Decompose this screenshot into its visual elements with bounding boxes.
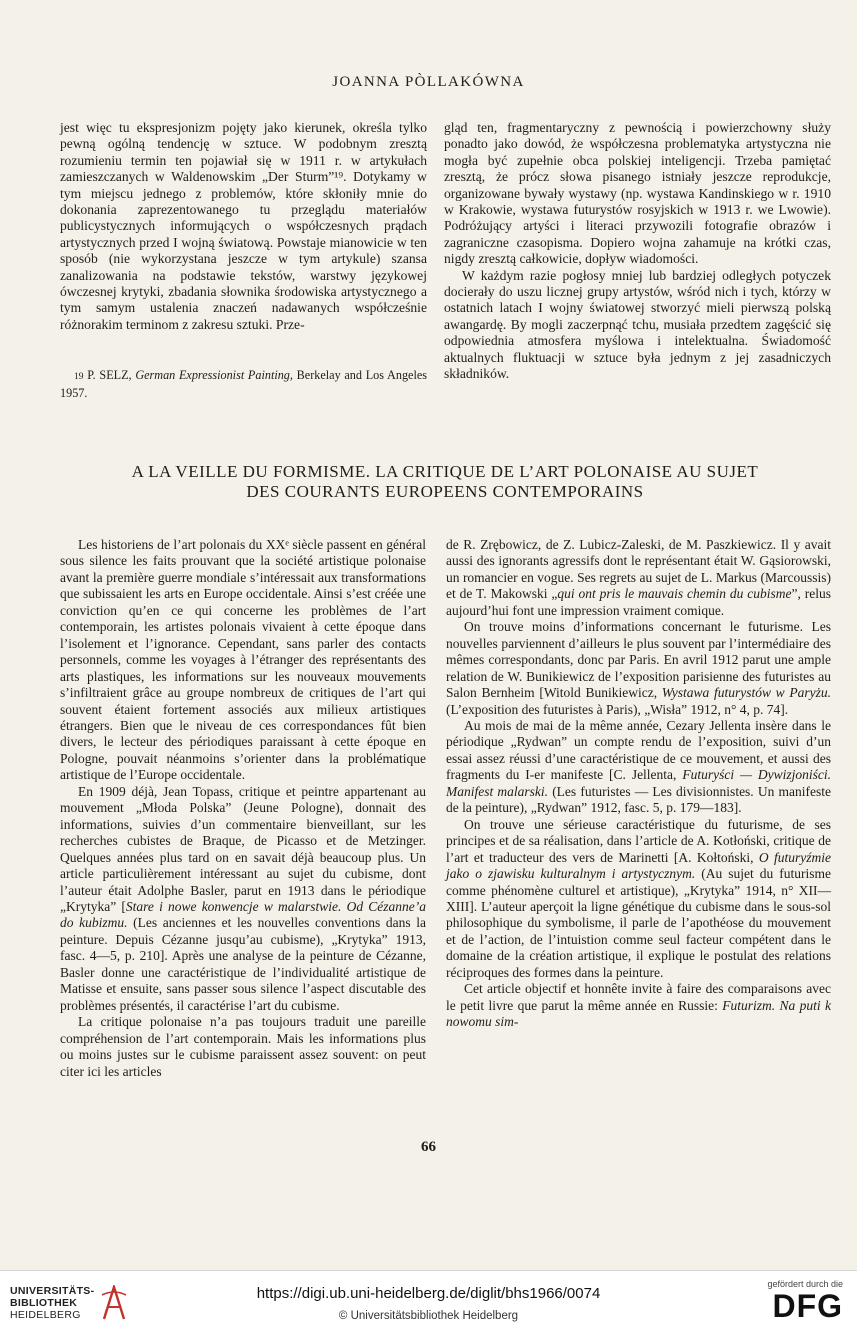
footnote	[60, 368, 427, 401]
text-run: On trouve moins d’informations concernant le futurisme. Les nouvelles parviennent d’ailleurs le plus souvent par l’intermédiaire des mêmes correspondants, donc par Paris. En avril 1912 parut une ample relation de W. Bunikiewicz de l’exposition parisienne des futuristes au Salon Bernheim [Witold Bunikiewicz,	[446, 619, 831, 701]
italic-title: O futuryźmie jako o zjawisku kulturalnym i artystycznym.	[446, 849, 831, 882]
title-line: DES COURANTS EUROPEENS CONTEMPORAINS	[246, 482, 644, 501]
permalink-url[interactable]: https://digi.ub.uni-heidelberg.de/diglit/bhs1966/0074	[256, 1285, 601, 1302]
article-title	[60, 462, 830, 502]
text-run: (Les anciennes et les nouvelles conventions dans la peinture. Depuis Cézanne jusqu’au cubisme), „Krytyka” 1913, fasc. 4—5, p. 210]. Après une analyse de la peinture de Cézanne, Basler donne une caractéristique de l’individualité artistique de Matisse et ensuite, sans passer sous silence l’aspect discutable des problèmes présentés, il caractérise l’art du cubisme.	[60, 915, 427, 1013]
italic-title: Futuryści — Dywizjoniści. Manifest malarski.	[446, 767, 831, 799]
italic-title: Futurizm. Na puti k nowomu sim-	[446, 997, 831, 1030]
logo-line: HEIDELBERG	[10, 1309, 81, 1321]
italic-title: Wystawa futurystów w Paryżu.	[661, 685, 831, 701]
footnote-text-pre: P. SELZ,	[83, 368, 136, 382]
running-head: JOANNA PÒLLAKÓWNA	[332, 74, 525, 90]
top-column-left	[60, 120, 427, 333]
footnote-number: 19	[74, 372, 84, 382]
logo-line: UNIVERSITÄTS-	[10, 1285, 95, 1297]
funded-by-label: gefördert durch die	[767, 1279, 843, 1289]
footnote-title: German Expressionist Painting,	[135, 368, 293, 382]
dfg-logo[interactable]	[767, 1279, 843, 1323]
text-run: On trouve une sérieuse caractéristique du futurisme, de ses principes et de sa réalisation, dans l’article de A. Kotłoński, critique de l’art et traducteur des vers de Marinetti [A. Kołtoński,	[446, 816, 831, 865]
paragraph	[446, 817, 831, 982]
paragraph	[446, 537, 831, 619]
text-run: ”, relus aujourd’hui font une impression vraiment comique.	[446, 586, 831, 618]
text-run: En 1909 déjà, Jean Topass, critique et peintre appartenant au mouvement „Młoda Polska” (Jeune Pologne), donnait des informations, suivies d’un commentaire bienveillant, sur les recherches cubistes de Braque, de Picasso et de Metzinger. Quelques années plus tard on en savait déjà beaucoup plus. Un article particulièrement intéressant au sujet du cubisme, dont l’auteur était Adolphe Basler, parut en 1913 dans le périodique „Krytyka” [	[60, 783, 426, 914]
paragraph	[60, 784, 426, 1014]
dfg-wordmark: DFG	[772, 1288, 843, 1324]
text-run: de R. Zrębowicz, de Z. Lubicz-Zaleski, de M. Paszkiewicz. Il y avait aussi des ignorants agressifs dont le représentant était W. Gąsiorowski, un romancier en vogue. Ses regrets au sujet de L. Markus (Marcoussis) et de T. Makowski „	[446, 537, 831, 602]
top-column-right	[444, 120, 831, 383]
paragraph: W każdym razie pogłosy mniej lub bardziej odległych potyczek docierały do uszu licznej grupy artystów, wśród nich i tych, którzy w ostatnich latach I wojny światowej stworzyć mieli pierwszą polską awangardę. By mogli zaczerpnąć tchu, musiała przedtem zagęścić się odpowiednia atmosfera myślowa i intelektualna. Świadomość aktualnych fluktuacji w sztuce była jednym z jej zasadniczych składników.	[444, 267, 831, 382]
viewer-footer	[0, 1270, 857, 1335]
paragraph	[446, 619, 831, 718]
italic-title: Stare i nowe konwencje w malarstwie. Od Cézanne’a do kubizmu.	[60, 898, 427, 931]
text-run: Au mois de mai de la même année, Cezary Jellenta insère dans le périodique „Rydwan” un compte rendu de l’exposition, suivi d’un essai assez réussi d’une caractéristique de ce mouvement, et aussi des fragments du I-er manifeste [C. Jellenta,	[446, 717, 831, 783]
paragraph: jest więc tu ekspresjonizm pojęty jako kierunek, określa tylko pewną ogólną tendencję w sztuce. W podobnym zresztą rozumieniu termin ten pojawiał się w 1911 r. w artykułach zamieszczanych w Waldenowskim „Der Sturm”¹⁹. Dotykamy w tym miejscu jednego z problemów, które skłoniły mnie do dokonania zaprezentowanego tu przeglądu materiałów publicystycznych informujących o współczesnych prądach artystycznych przed I wojną światową. Powstaje mianowicie w ten sposób (nie wykorzystana jeszcze w tym artykule) szansa zanalizowania na podstawie tekstów, warstwy językowej ówczesnej krytyki, zbadania słownika środowiska artystycznego a tym samym ustalenia znaczeń nadawanych współcześnie różnorakim terminom z zakresu sztuki. Prze-	[60, 120, 427, 332]
text-run: Cet article objectif et honnête invite à faire des comparaisons avec le petit livre que parut la même année en Russie:	[446, 981, 831, 1013]
text-run: (Au sujet du futurisme comme phénomène culturel et artistique), „Krytyka” 1914, n° XII—XIII]. L’auteur aperçoit la ligne génétique du cubisme dans le sous-sol philosophique du symbolisme, il parle de l’apothéose du mouvement et de l’action, de l’intuistion comme seul facteur compétent dans le domaine de la création artistique, il explique le postulat des relations réciproques des formes dans la peinture.	[446, 866, 832, 980]
text-run: (L’exposition des futuristes à Paris), „Wisła” 1912, n° 4, p. 74].	[446, 701, 789, 717]
paragraph: gląd ten, fragmentaryczny z pewnością i powierzchowny służy ponadto jako dowód, że współczesna problematyka artystyczna nie mogła być zupełnie obca polskiej inteligencji. Trzeba pamiętać zresztą, że prócz słowa pisanego istniały jeszcze reprodukcje, organizowane bywały wystawy (np. wystawa Kandinskiego w r. 1910 w Krakowie, wystawa futurystów rosyjskich w 1913 r. we Lwowie). Podróżujący artyści i literaci przywozili fotografie obrazów i zagraniczne czasopisma. Dopiero wojna zahamuje na krótki czas, nigdy zresztą całkowicie, dopływ wiadomości.	[444, 120, 831, 267]
title-line: A LA VEILLE DU FORMISME. LA CRITIQUE DE L’ART POLONAISE AU SUJET	[131, 462, 759, 481]
footnote-text-post: Berkelay and Los Angeles 1957.	[60, 368, 427, 400]
bottom-column-left	[60, 537, 426, 1080]
text-run: (Les futuristes — Les divisionnistes. Un manifeste de la peinture), „Rydwan” 1912, fasc. 5, p. 179—183].	[446, 783, 831, 816]
paragraph: La critique polonaise n’a pas toujours traduit une pareille compréhension de l’art contemporain. Mais les informations plus ou moins justes sur le cubisme paraissent assez souvent: on peut citer ici les articles	[60, 1014, 426, 1079]
italic-quote: qui ont pris le mauvais chemin du cubisme	[557, 586, 792, 602]
bottom-column-right	[446, 537, 831, 1031]
paragraph: Les historiens de l’art polonais du XXᵉ siècle passent en général sous silence les faits prouvant que la société artistique polonaise avant la première guerre mondiale s’intéressait aux transformations que subissaient les arts en Europe occidentale. Ainsi s’est créée une conviction qu’en ce qui concerne les problèmes de l’art contemporain, les artistes polonais vivaient à cette époque dans l’isolement et l’ignorance. Cependant, sans parler des contacts personnels, comme les voyages à l’étranger des représentants des arts plastiques, les informations sur les nouveaux mouvements s’infiltraient grâce au groupe nombreux de critiques de l’art qui souvent étaient fortement associés aux milieux artistiques étrangers. Bien que le niveau de ces correspondances fût bien divers, le lecteur des périodiques paraissant à cette époque en Pologne, pouvait néanmoins s’orienter dans la problématique artistique de l’Europe occidentale.	[60, 537, 426, 783]
paragraph	[446, 981, 831, 1030]
copyright-notice: © Universitätsbibliothek Heidelberg	[338, 1310, 519, 1322]
paragraph	[446, 718, 831, 817]
logo-line: BIBLIOTHEK	[10, 1297, 78, 1309]
page-number: 66	[421, 1139, 436, 1155]
